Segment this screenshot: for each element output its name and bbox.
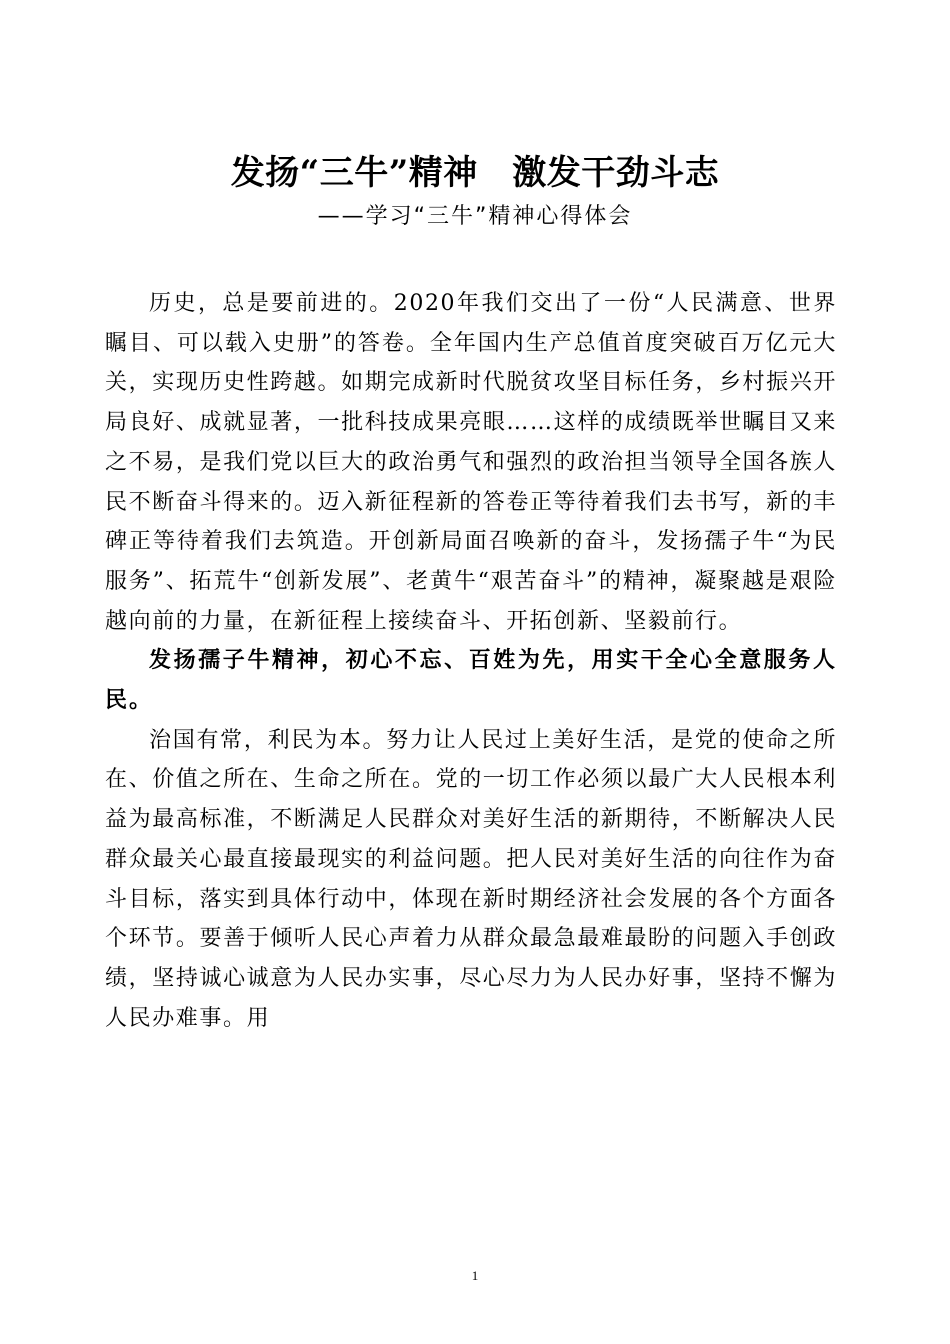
page-number: 1 bbox=[471, 1268, 479, 1283]
document-title: 发扬“三牛”精神 激发干劲斗志 bbox=[230, 153, 720, 193]
document-subtitle: ——学习“三牛”精神心得体会 bbox=[317, 204, 633, 229]
paragraph-body: 治国有常，利民为本。努力让人民过上美好生活，是党的使命之所在、价值之所在、生命之所在。党的一切工作必须以最广大人民根本利益为最高标准，不断满足人民群众对美好生活的新期待，不断解决人民群众最关心最直接最现实的利益问题。把人民对美好生活的向往作为奋斗目标，落实到具体行动中，体现在新时期经济社会发展的各个方面各个环节。要善于倾听人民心声着力从群众最急最难最盼的问题入手创政绩，坚持诚心诚意为人民办实事，尽心尽力为人民办好事，坚持不懈为人民办难事。用 bbox=[105, 727, 837, 1031]
section-heading: 发扬孺子牛精神，初心不忘、百姓为先，用实干全心全意服务人民。 bbox=[105, 647, 837, 714]
document-body bbox=[105, 284, 837, 1038]
paragraph-intro: 历史，总是要前进的。2020年我们交出了一份“人民满意、世界瞩目、可以载入史册”的答卷。全年国内生产总值首度突破百万亿元大关，实现历史性跨越。如期完成新时代脱贫攻坚目标任务，乡村振兴开局良好、成就显著，一批科技成果亮眼……这样的成绩既举世瞩目又来之不易，是我们党以巨大的政治勇气和强烈的政治担当领导全国各族人民不断奋斗得来的。迈入新征程新的答卷正等待着我们去书写，新的丰碑正等待着我们去筑造。开创新局面召唤新的奋斗，发扬孺子牛“为民服务”、拓荒牛“创新发展”、老黄牛“艰苦奋斗”的精神，凝聚越是艰险越向前的力量，在新征程上接续奋斗、开拓创新、坚毅前行。 bbox=[105, 291, 837, 634]
